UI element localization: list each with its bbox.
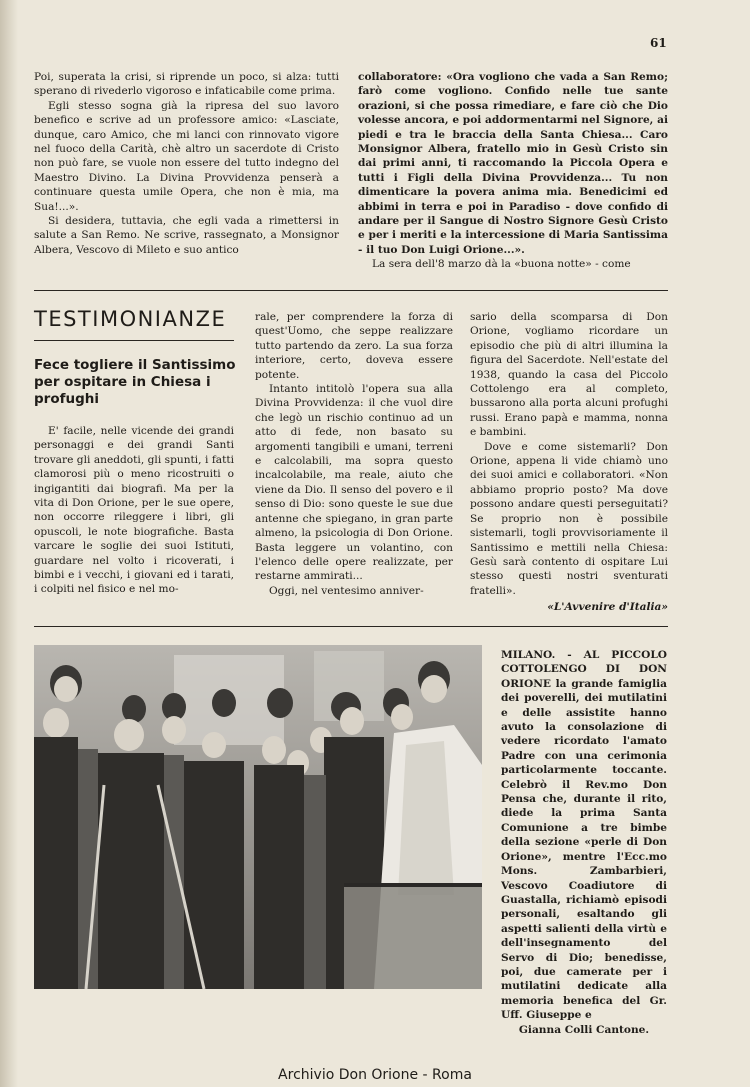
caption-body: la grande famiglia dei poverelli, dei mutilatini e delle assistite hanno avuto la consolazione di vedere ricordato l'amato Padre con una cerimonia particolarmente toccante. Celebrò il Rev.mo Don Pensa che, durante il rito, diede la prima Santa Comunione a tre bimbe della sezione «perle di Don Orione», mentre l'Ecc.mo Mons. Zambarbieri, Vescovo Coadiutore di Guastalla, richiamò episodi personali, esaltando gli aspetti salienti della virtù e dell'insegnamento del Servo di Dio; benedisse, poi, due camerate per i mutilatini dedicate alla memoria benefica del Gr. Uff. Giuseppe e — [501, 677, 667, 1022]
article-column-1 — [34, 424, 234, 597]
source-signature: «L'Avvenire d'Italia» — [547, 601, 668, 614]
archive-footer: Archivio Don Orione - Roma — [278, 1067, 472, 1083]
photo-illustration — [34, 645, 482, 989]
page-edge-shadow — [0, 0, 18, 1087]
paragraph: Intanto intitolò l'opera sua alla Divina Provvidenza: il che vuol dire che legò un rischio continuo ad un atto di fede, non basato su argomenti tangibili e umani, terreni e calcolabili, ma sopra questo incalcolabile, ma reale, aiuto che viene da Dio. Il senso del povero e il senso di Dio: sono queste le sue due antenne che spiegano, in gran parte almeno, la psicologia di Don Orione. Basta leggere un volantino, con l'elenco delle opere realizzate, per restarne ammirati... — [255, 383, 453, 583]
article-column-2 — [255, 310, 453, 598]
group-photograph — [34, 645, 482, 989]
paragraph: sario della scomparsa di Don Orione, vogliamo ricordare un episodio che più di altri illumina la figura del Sacerdote. Nell'estate del 1938, quando la casa del Piccolo Cottolengo era al completo, bussarono alla porta alcuni profughi russi. Erano papà e mamma, nonna e bambini. — [470, 311, 668, 439]
paragraph: Si desidera, tuttavia, che egli vada a rimettersi in salute a San Remo. Ne scrive, rassegnato, a Monsignor Albera, Vescovo di Mileto e suo antico — [34, 215, 339, 256]
caption-lead: MILANO. - AL PICCOLO COTTOLENGO DI DON ORIONE — [501, 649, 667, 690]
paragraph: Oggi, nel ventesimo anniver- — [269, 584, 424, 597]
caption-last-line: Gianna Colli Cantone. — [518, 1023, 650, 1036]
paragraph: Egli stesso sogna già la ripresa del suo lavoro benefico e scrive ad un professore amico: «Lasciate, dunque, caro Amico, che mi lanci con rinnovato vigore nel fuoco della Carità, chè altro un sacerdote di Cristo non può fare, se vuole non essere del tutto indegno del Maestro Divino. La Divina Provvidenza penserà a continuare questa umile Opera, che non è mia, ma Sua!...». — [34, 99, 339, 213]
paragraph: La sera dell'8 marzo dà la «buona notte» - come — [372, 258, 631, 271]
paragraph: E' facile, nelle vicende dei grandi personaggi e dei grandi Santi trovare gli aneddoti, gli spunti, i fatti clamorosi più o meno ricostruiti o ingigantiti dai biografi. Ma per la vita di Don Orione, per le sue opere, non occorre rileggere i libri, gli opuscoli, le note biografiche. Basta varcare le soglie dei suoi Istituti, guardare nel volto i ricoverati, i bimbi e i vecchi, i giovani ed i tarati, i colpiti nel fisico e nel mo- — [34, 425, 234, 596]
photo-caption — [501, 648, 667, 1037]
article-headline: Fece togliere il Santissimo per ospitare in Chiesa i profughi — [34, 357, 236, 407]
page-number: 61 — [650, 36, 667, 50]
paragraph: rale, per comprendere la forza di quest'Uomo, che seppe realizzare tutto partendo da zero. La sua forza interiore, certo, doveva essere potente. — [255, 311, 453, 381]
section-title: TESTIMONIANZE — [34, 307, 227, 331]
top-right-column — [358, 70, 668, 272]
top-left-column — [34, 70, 339, 257]
paragraph: collaboratore: «Ora vogliono che vada a San Remo; farò come vogliono. Confido nelle tue sante orazioni, si che possa rimediare, e fare ciò che Dio volesse ancora, e poi addormentarmi nel Signore, ai piedi e tra le braccia della Santa Chiesa... Caro Monsignor Albera, fratello mio in Gesù Cristo sin dai primi anni, ti raccomando la Piccola Opera e tutti i Figli della Divina Provvidenza... Tu non dimenticare la povera anima mia. Benedicimi ed abbimi in terra e poi in Paradiso - dove confido di andare per il Sangue di Nostro Signore Gesù Cristo e per i meriti e la intercessione di Maria Santissima - il tuo Don Luigi Orione...». — [358, 71, 668, 256]
paragraph: Dove e come sistemarli? Don Orione, appena li vide chiamò uno dei suoi amici e collaboratori. «Non abbiamo proprio posto? Ma dove possono andare questi perseguitati? Se proprio non è possibile sistemarli, togli provvisoriamente il Santissimo e mettili nella Chiesa: Gesù sarà contento di ospitare Lui stesso questi nostri sventurati fratelli». — [470, 440, 668, 597]
paragraph: Poi, superata la crisi, si riprende un poco, si alza: tutti sperano di rivederlo vigoroso e infaticabile come prima. — [34, 71, 339, 98]
section-divider — [34, 290, 668, 291]
article-column-3 — [470, 310, 668, 615]
section-divider — [34, 626, 668, 627]
title-underline — [34, 340, 234, 341]
